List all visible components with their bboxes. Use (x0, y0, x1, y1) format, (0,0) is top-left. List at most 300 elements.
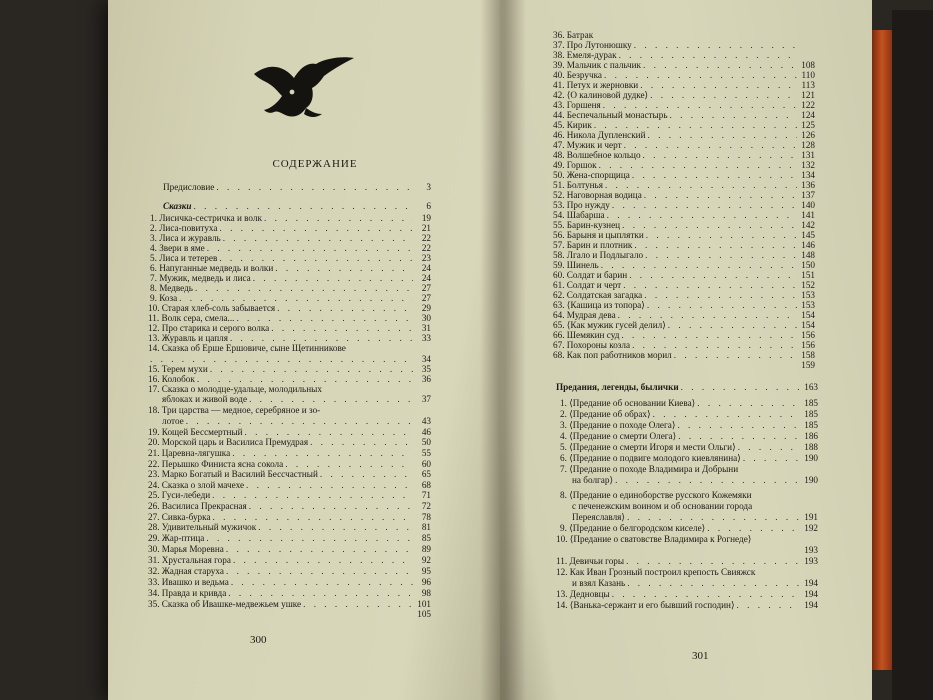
toc-leader-dots (612, 589, 800, 599)
toc-page-number: 141 (801, 210, 815, 220)
toc-leader-dots (599, 160, 797, 170)
toc-section-heading: Предания, легенды, былички (556, 382, 679, 392)
toc-entry (553, 60, 815, 70)
toc-leader-dots (604, 70, 797, 80)
toc-entry-title: 16. Колобок (148, 374, 195, 384)
toc-entry-title: 41. Петух и жерновки (553, 80, 639, 90)
toc-entry-title: на болгар⟩ (572, 475, 614, 485)
toc-entry (553, 290, 815, 300)
toc-leader-dots (643, 60, 797, 70)
toc-entry (553, 160, 815, 170)
toc-leader-dots (678, 431, 800, 441)
toc-page-number: 186 (804, 431, 818, 441)
toc-page-number: 125 (801, 120, 815, 130)
toc-leader-dots (303, 599, 413, 609)
toc-page-number: 158 (801, 350, 815, 360)
toc-entry (553, 110, 815, 120)
toc-entry (560, 398, 818, 408)
toc-entry-title: 25. Гуси-лебеди (148, 490, 211, 500)
toc-entry-title: 50. Жена-спорщица (553, 170, 630, 180)
toc-page-number: 98 (421, 588, 431, 598)
toc-leader-dots (275, 263, 413, 273)
toc-leader-dots (212, 490, 413, 500)
left-page-number: 300 (250, 634, 267, 646)
toc-page-number: 50 (421, 437, 431, 447)
toc-leader-dots (277, 303, 413, 313)
toc-entry-title: Предисловие (163, 182, 215, 192)
toc-entry (553, 260, 815, 270)
toc-entry-title: лотое (162, 416, 184, 426)
toc-entry-title: 36. Батрак (553, 30, 594, 40)
toc-entry-title: 58. Лгало и Подлыгало (553, 250, 644, 260)
toc-leader-dots (648, 130, 798, 140)
toc-page-number: 108 (801, 60, 815, 70)
toc-leader-dots (232, 448, 413, 458)
toc-page-number: 191 (804, 512, 818, 522)
toc-page-number: 185 (804, 409, 818, 419)
toc-entry-title: 13. Дедновцы (556, 589, 610, 599)
toc-leader-dots (644, 190, 797, 200)
toc-entry (553, 220, 815, 230)
toc-entry-title: 9. Коза (150, 293, 178, 303)
toc-entry (556, 545, 818, 555)
toc-page-number: 30 (421, 313, 431, 323)
toc-entry-title: 40. Безручка (553, 70, 602, 80)
toc-leader-dots (643, 150, 797, 160)
toc-page-number: 24 (421, 273, 431, 283)
toc-entry (148, 566, 431, 576)
toc-leader-dots (195, 283, 413, 293)
toc-entry-title: 13. Журавль и цапля (148, 333, 228, 343)
toc-entry (148, 480, 431, 490)
toc-entry (553, 70, 815, 80)
toc-leader-dots (737, 600, 800, 610)
toc-entry-title: 5. Лиса и тетерев (150, 253, 218, 263)
toc-leader-dots (264, 213, 413, 223)
toc-page-number: 153 (801, 290, 815, 300)
toc-page-number: 185 (804, 420, 818, 430)
toc-page-number: 110 (801, 70, 815, 80)
toc-entry (553, 250, 815, 260)
toc-leader-dots (223, 233, 413, 243)
toc-entry-title: 12. Про старика и серого волка (148, 323, 270, 333)
toc-entry-title: 59. Шинель (553, 260, 599, 270)
toc-page-number: 46 (421, 427, 431, 437)
toc-entry-title: 2. ⟨Предание об обрах⟩ (560, 409, 651, 419)
toc-entry-title: 55. Барин-кузнец (553, 220, 621, 230)
toc-page-number: 43 (421, 416, 431, 426)
toc-entry (553, 300, 815, 310)
toc-leader-dots (320, 469, 413, 479)
toc-leader-dots (258, 522, 413, 532)
toc-entry (148, 343, 388, 353)
toc-entry-title: 62. Солдатская загадка (553, 290, 643, 300)
toc-entry (163, 201, 431, 211)
toc-entry (148, 577, 431, 587)
toc-entry (553, 310, 815, 320)
toc-entry-title: 22. Перышко Финиста ясна сокола (148, 459, 284, 469)
toc-leader-dots (246, 480, 413, 490)
toc-entry (553, 120, 815, 130)
toc-page-number: 35 (421, 364, 431, 374)
toc-entry-title: 11. Девичьи горы (556, 556, 625, 566)
toc-leader-dots (623, 280, 797, 290)
toc-entry-title: 37. Про Лутонюшку (553, 40, 632, 50)
toc-entry-title: 12. Как Иван Грозный построил крепость Свияжск (556, 567, 756, 577)
toc-page-number: 148 (801, 250, 815, 260)
right-page-number: 301 (692, 650, 709, 662)
toc-page-number: 3 (426, 182, 431, 192)
toc-leader-dots (150, 354, 413, 364)
toc-entry-title: 32. Жадная старуха (148, 566, 224, 576)
toc-leader-dots (594, 120, 797, 130)
toc-entry-title: 63. ⟨Кашица из топора⟩ (553, 300, 645, 310)
toc-page-number: 85 (421, 533, 431, 543)
toc-entry (150, 233, 431, 243)
toc-entry (560, 442, 818, 452)
toc-page-number: 31 (421, 323, 431, 333)
toc-leader-dots (634, 240, 797, 250)
toc-leader-dots (644, 290, 797, 300)
toc-page-number: 146 (801, 240, 815, 250)
toc-page-number: 154 (801, 310, 815, 320)
toc-page-number: 190 (804, 453, 818, 463)
toc-entry-title: 10. ⟨Предание о сватовстве Владимира к Рогнеде⟩ (556, 534, 752, 544)
toc-entry-title: 42. ⟨О калиновой дудке⟩ (553, 90, 649, 100)
toc-entry (553, 330, 815, 340)
toc-entry-title: 46. Никола Дупленский (553, 130, 646, 140)
toc-entry (148, 437, 431, 447)
toc-leader-dots (618, 310, 797, 320)
toc-page-number: 142 (801, 220, 815, 230)
toc-leader-dots (605, 180, 797, 190)
toc-entry-title: 23. Марко Богатый и Василий Бессчастный (148, 469, 318, 479)
toc-entry-title: 64. Мудрая дева (553, 310, 616, 320)
toc-entry (148, 555, 431, 565)
toc-entry (150, 243, 431, 253)
toc-entry-title: 29. Жар-птица (148, 533, 205, 543)
toc-leader-dots (213, 512, 413, 522)
toc-page-number: 192 (804, 523, 818, 533)
toc-entry-title: 1. Лисичка-сестричка и волк (150, 213, 262, 223)
toc-entry (148, 354, 431, 364)
toc-entry-title: 9. ⟨Предание о белгородском киселе⟩ (560, 523, 706, 533)
toc-entry (553, 140, 815, 150)
toc-page-number: 154 (801, 320, 815, 330)
toc-page-number: 194 (804, 600, 818, 610)
toc-entry-title: 35. Сказка об Ивашке-медвежьем ушке (148, 599, 302, 609)
toc-entry (560, 431, 818, 441)
toc-entry-title: 60. Солдат и барин (553, 270, 628, 280)
toc-leader-dots (738, 442, 800, 452)
toc-entry (148, 303, 431, 313)
toc-page-number: 27 (421, 283, 431, 293)
toc-entry (163, 182, 431, 192)
toc-page-number: 37 (421, 394, 431, 404)
toc-entry (560, 453, 818, 463)
toc-page-number: 22 (421, 243, 431, 253)
toc-entry-title: 61. Солдат и черт (553, 280, 622, 290)
toc-entry-title: 34. Правда и кривда (148, 588, 227, 598)
toc-leader-dots (219, 223, 413, 233)
toc-entry-title: 24. Сказка о злой мачехе (148, 480, 245, 490)
toc-entry (553, 200, 815, 210)
toc-page-number: 113 (801, 80, 815, 90)
toc-page-number: 36 (421, 374, 431, 384)
toc-page-number: 24 (421, 263, 431, 273)
toc-page-number: 131 (801, 150, 815, 160)
toc-entry-title: 18. Три царства — медное, серебряное и зо- (148, 405, 321, 415)
toc-leader-dots (634, 40, 797, 50)
toc-leader-dots (228, 588, 413, 598)
toc-leader-dots (197, 374, 413, 384)
toc-entry-title: 14. ⟨Ванька-сержант и его бывший господин⟩ (556, 600, 735, 610)
toc-entry (553, 350, 815, 360)
toc-leader-dots (653, 409, 800, 419)
toc-leader-dots (640, 80, 797, 90)
toc-entry-title: 31. Хрустальная гора (148, 555, 231, 565)
toc-entry (556, 589, 818, 599)
toc-leader-dots (285, 459, 413, 469)
toc-page-number: 33 (421, 333, 431, 343)
toc-leader-dots (677, 420, 800, 430)
toc-entry (553, 210, 815, 220)
toc-entry (148, 599, 431, 609)
toc-entry-title: Переяславля⟩ (572, 512, 625, 522)
toc-page-number: 126 (801, 130, 815, 140)
toc-page-number: 55 (421, 448, 431, 458)
toc-page-number: 163 (804, 382, 818, 392)
toc-page-number: 188 (804, 442, 818, 452)
toc-leader-dots (627, 512, 800, 522)
bird-emblem-icon (252, 52, 356, 122)
toc-leader-dots (668, 320, 797, 330)
toc-entry (556, 534, 814, 544)
toc-entry (556, 600, 818, 610)
toc-entry (553, 40, 815, 50)
toc-entry (560, 420, 818, 430)
toc-leader-dots (206, 533, 413, 543)
toc-page-number: 145 (801, 230, 815, 240)
toc-entry-title: 6. Напуганные медведь и волки (150, 263, 274, 273)
toc-page-number: 156 (801, 340, 815, 350)
toc-entry-title: 14. Сказка об Ерше Ершовиче, сыне Щетинникове (148, 343, 346, 353)
toc-entry-title: 38. Емеля-дурак (553, 50, 617, 60)
toc-leader-dots (622, 220, 797, 230)
toc-entry (148, 469, 431, 479)
toc-leader-dots (632, 170, 797, 180)
toc-leader-dots (219, 253, 413, 263)
toc-leader-dots (310, 437, 413, 447)
toc-page-number: 19 (421, 213, 431, 223)
toc-entry (148, 313, 431, 323)
toc-entry (553, 240, 815, 250)
toc-page-number: 159 (801, 360, 815, 370)
toc-page-number: 60 (421, 459, 431, 469)
toc-leader-dots (646, 230, 797, 240)
toc-entry (162, 394, 431, 404)
toc-leader-dots (645, 250, 797, 260)
toc-entry-title: 3. ⟨Предание о походе Олега⟩ (560, 420, 676, 430)
toc-entry-title: 30. Марья Моревна (148, 544, 224, 554)
toc-page-number: 71 (421, 490, 431, 500)
book-spine (480, 0, 526, 700)
toc-entry (560, 464, 810, 474)
toc-page-number: 190 (804, 475, 818, 485)
toc-leader-dots (707, 523, 800, 533)
toc-entry (553, 320, 815, 330)
toc-page-number: 29 (421, 303, 431, 313)
toc-entry (556, 556, 818, 566)
toc-page-number: 105 (417, 609, 431, 619)
toc-page-number: 122 (801, 100, 815, 110)
toc-entry (553, 270, 815, 280)
toc-page-number: 193 (804, 556, 818, 566)
toc-page-number: 140 (801, 200, 815, 210)
toc-entry (560, 490, 815, 500)
toc-entry (148, 544, 431, 554)
toc-page-number: 6 (426, 201, 431, 211)
toc-page-number: 151 (801, 270, 815, 280)
toc-entry (148, 323, 431, 333)
toc-page-number: 185 (804, 398, 818, 408)
toc-page-number: 194 (804, 589, 818, 599)
toc-entry-title: 2. Лиса-повитуха (150, 223, 218, 233)
toc-leader-dots (249, 394, 413, 404)
toc-leader-dots (612, 200, 797, 210)
toc-leader-dots (253, 273, 413, 283)
toc-entry (148, 427, 431, 437)
toc-entry (572, 578, 818, 588)
toc-entry-title: 48. Волшебное кольцо (553, 150, 641, 160)
toc-leader-dots (619, 50, 797, 60)
toc-entry-title: 19. Кощей Бессмертный (148, 427, 243, 437)
toc-leader-dots (186, 416, 413, 426)
toc-entry-title: 27. Сивка-бурка (148, 512, 211, 522)
toc-entry-title: 57. Барин и плотник (553, 240, 633, 250)
toc-entry (148, 448, 431, 458)
toc-entry-title: 21. Царевна-лягушка (148, 448, 231, 458)
toc-entry-title: 56. Барыня и цыплятки (553, 230, 644, 240)
toc-page-number: 95 (421, 566, 431, 576)
toc-entry (553, 170, 815, 180)
toc-entry-title: 8. Медведь (150, 283, 193, 293)
toc-leader-dots (226, 566, 413, 576)
toc-page-number: 21 (421, 223, 431, 233)
toc-entry (553, 190, 815, 200)
toc-entry-title: 33. Ивашко и ведьма (148, 577, 229, 587)
toc-leader-dots (236, 313, 413, 323)
toc-page-number: 136 (801, 180, 815, 190)
toc-leader-dots (226, 544, 413, 554)
toc-entry (553, 360, 815, 370)
toc-leader-dots (603, 100, 797, 110)
toc-entry (572, 501, 818, 511)
toc-entry-title: и взял Казань (572, 578, 626, 588)
toc-entry (148, 364, 431, 374)
toc-leader-dots (626, 556, 800, 566)
toc-page-number: 65 (421, 469, 431, 479)
toc-entry (572, 512, 818, 522)
toc-page-number: 89 (421, 544, 431, 554)
toc-title: СОДЕРЖАНИЕ (272, 158, 358, 170)
toc-entry (150, 253, 431, 263)
toc-page-number: 23 (421, 253, 431, 263)
toc-page-number: 22 (421, 233, 431, 243)
toc-entry-title: 68. Как поп работников морил (553, 350, 672, 360)
toc-leader-dots (601, 260, 797, 270)
toc-leader-dots (230, 333, 413, 343)
toc-leader-dots (627, 578, 800, 588)
toc-entry-title: 7. ⟨Предание о походе Владимира и Добрыни (560, 464, 739, 474)
toc-leader-dots (632, 340, 797, 350)
toc-leader-dots (179, 293, 413, 303)
toc-entry (556, 567, 814, 577)
toc-entry (560, 523, 818, 533)
toc-entry-title: 65. ⟨Как мужик гусей делил⟩ (553, 320, 666, 330)
toc-leader-dots (629, 270, 797, 280)
toc-page-number: 81 (421, 522, 431, 532)
toc-entry (150, 283, 431, 293)
toc-entry-title: 20. Морской царь и Василиса Премудрая (148, 437, 309, 447)
toc-leader-dots (271, 323, 413, 333)
toc-entry-title: 67. Похороны козла (553, 340, 631, 350)
toc-entry (148, 459, 431, 469)
toc-page-number: 137 (801, 190, 815, 200)
toc-page-number: 101 (417, 599, 431, 609)
toc-leader-dots (249, 501, 413, 511)
toc-entry (553, 230, 815, 240)
toc-entry-title: с печенежским воином и об основании города (572, 501, 753, 511)
toc-entry (553, 100, 815, 110)
toc-entry (148, 384, 398, 394)
toc-page-number: 194 (804, 578, 818, 588)
toc-entry-title: 7. Мужик, медведь и лиса (150, 273, 251, 283)
toc-page-number: 72 (421, 501, 431, 511)
toc-entry (553, 50, 815, 60)
toc-leader-dots (607, 210, 797, 220)
toc-entry-title: 26. Василиса Прекрасная (148, 501, 247, 511)
toc-page-number: 78 (421, 512, 431, 522)
toc-entry-title: 44. Беспечальный монастырь (553, 110, 668, 120)
toc-entry (150, 293, 431, 303)
toc-leader-dots (650, 90, 797, 100)
toc-entry (553, 150, 815, 160)
toc-entry-title: 53. Про нужду (553, 200, 610, 210)
toc-page-number: 152 (801, 280, 815, 290)
toc-entry-title: 45. Кирик (553, 120, 592, 130)
toc-entry (150, 213, 431, 223)
toc-page-number: 156 (801, 330, 815, 340)
toc-entry (572, 475, 818, 485)
toc-page-number: 134 (801, 170, 815, 180)
toc-page-number: 193 (804, 545, 818, 555)
toc-leader-dots (681, 382, 800, 392)
toc-entry (553, 80, 815, 90)
toc-entry (553, 130, 815, 140)
toc-page-number: 92 (421, 555, 431, 565)
toc-leader-dots (674, 350, 797, 360)
toc-entry (553, 30, 815, 40)
toc-page-number: 153 (801, 300, 815, 310)
toc-entry-title: 28. Удивительный мужичок (148, 522, 257, 532)
toc-leader-dots (245, 427, 413, 437)
toc-leader-dots (231, 577, 413, 587)
toc-entry-title: 15. Терем мухи (148, 364, 208, 374)
toc-entry-title: 10. Старая хлеб-соль забывается (148, 303, 276, 313)
toc-entry (148, 333, 431, 343)
toc-entry (553, 90, 815, 100)
